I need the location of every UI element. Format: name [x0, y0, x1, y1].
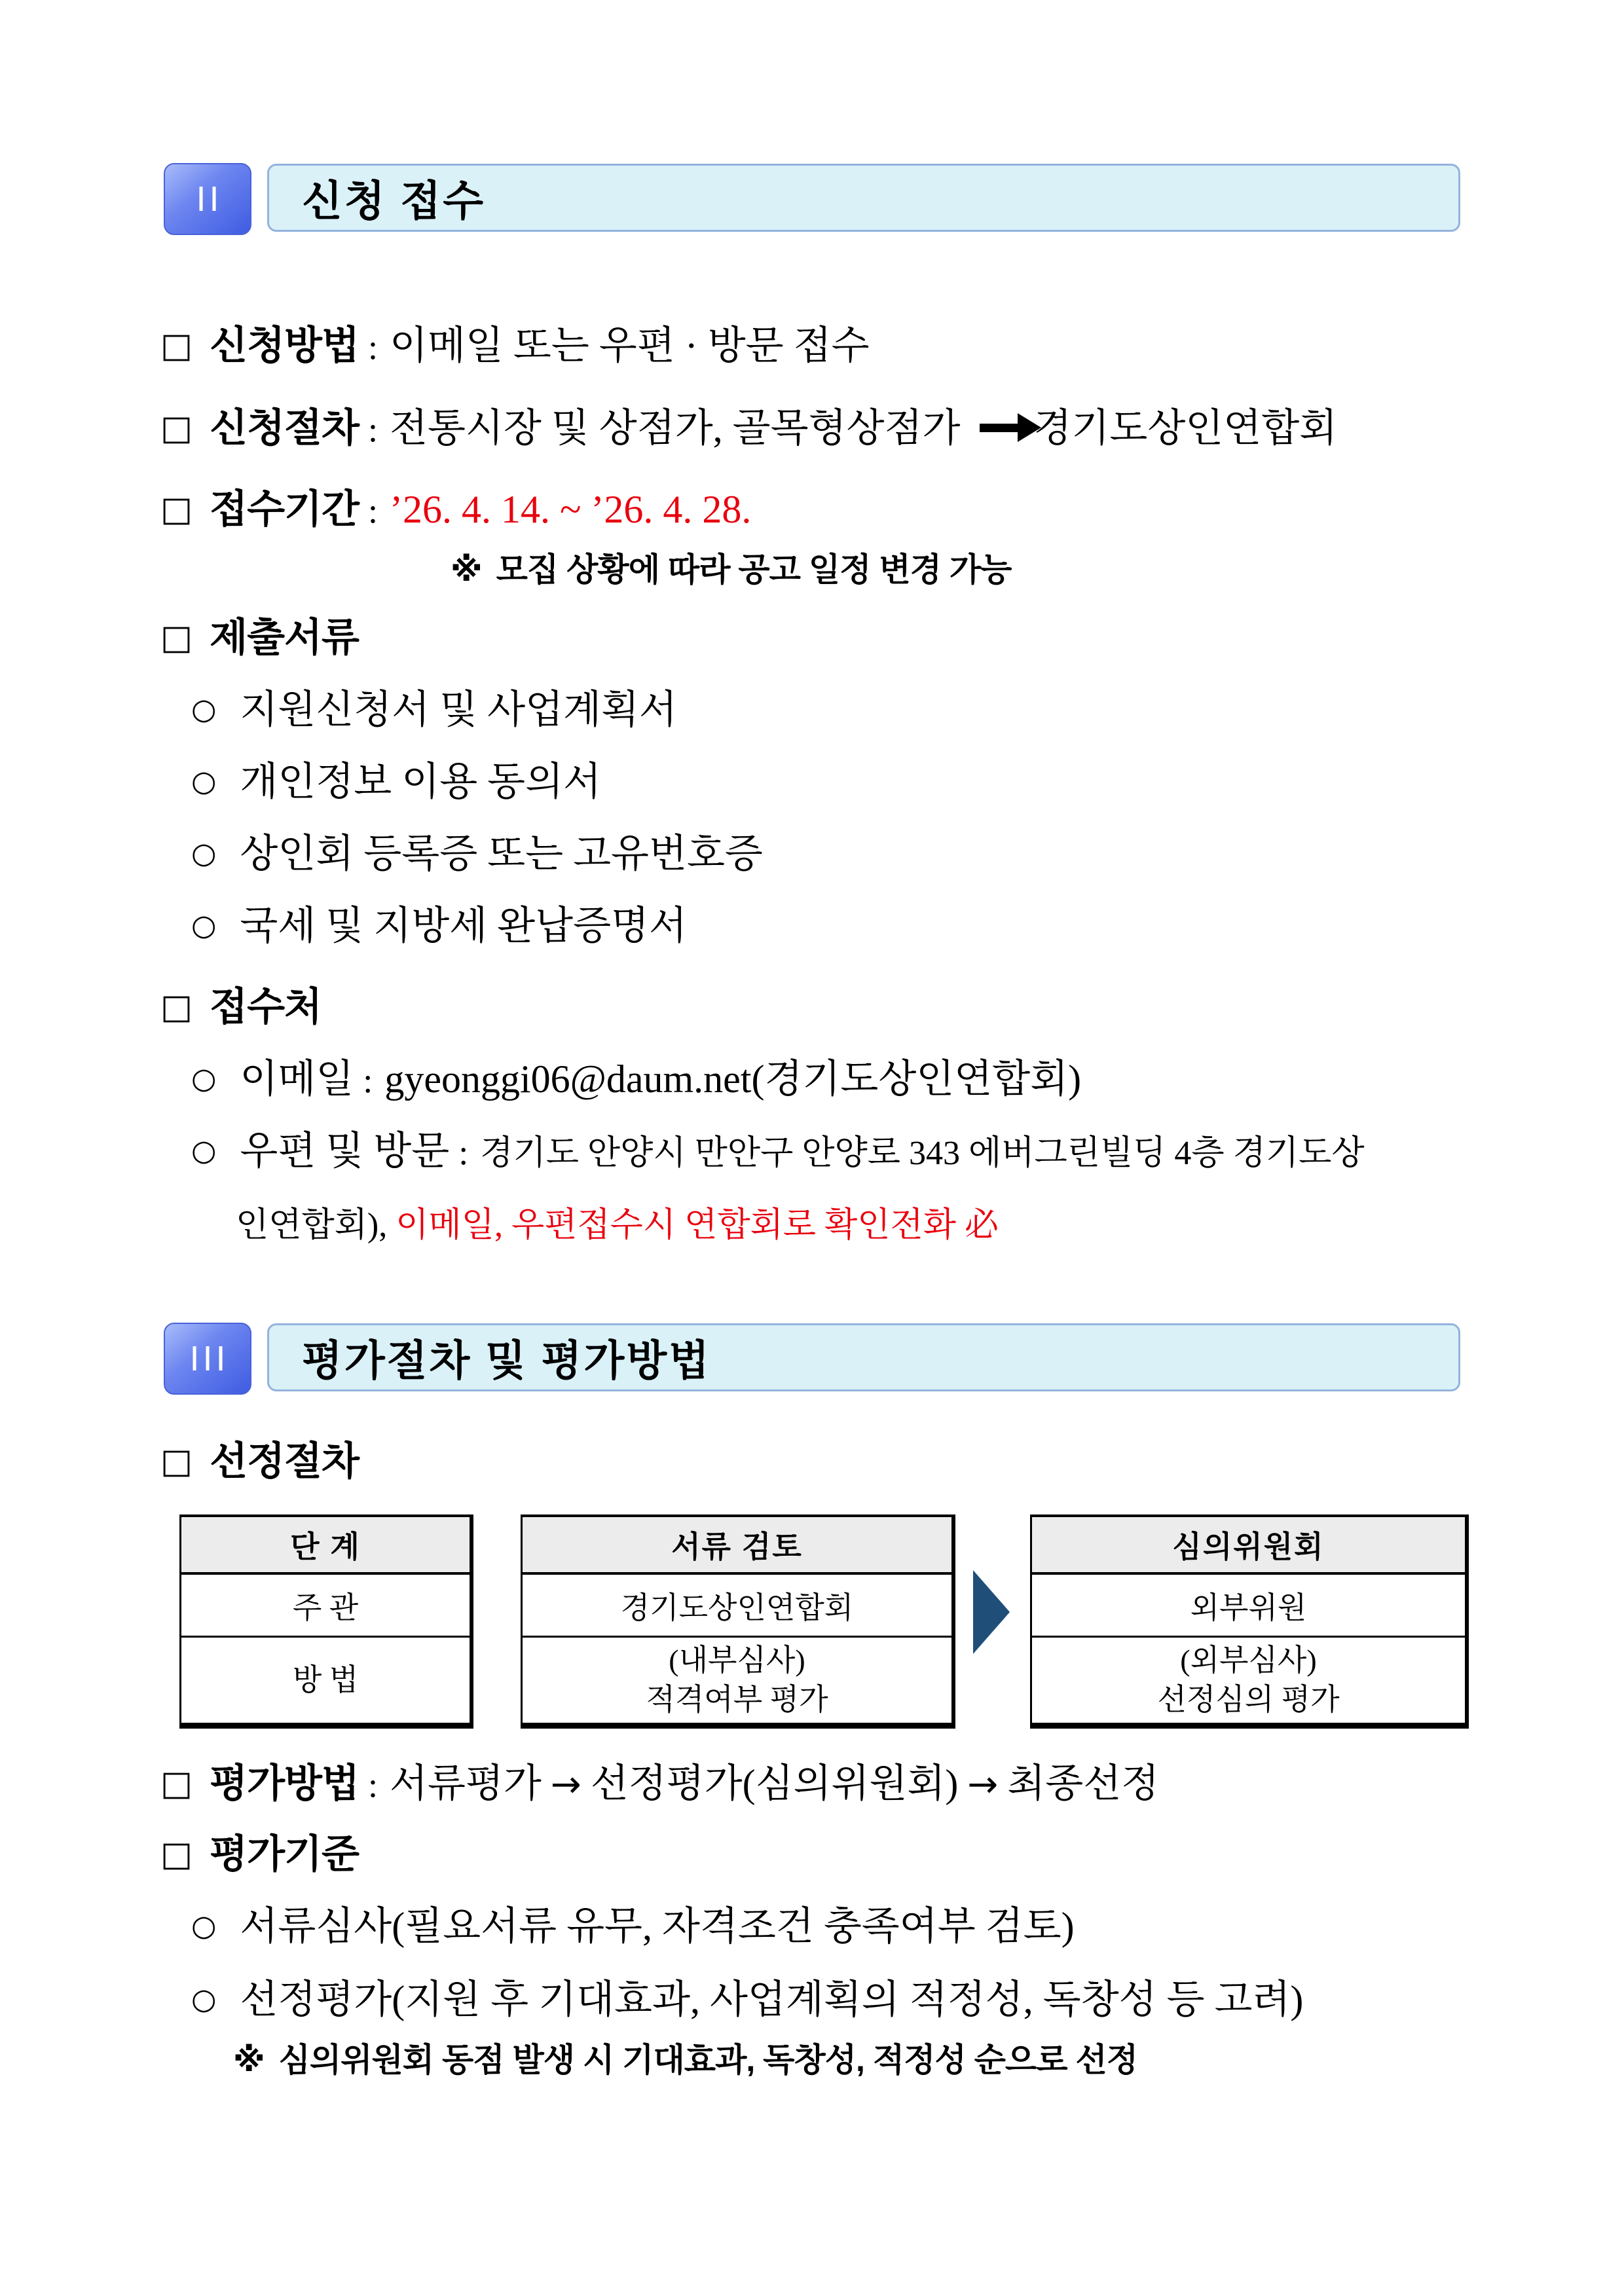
- colon: :: [367, 327, 378, 367]
- docreview-row3-cell: [523, 1638, 951, 1723]
- criteria-item-text: 선정평가(지원 후 기대효과, 사업계획의 적정성, 독창성 등 고려): [240, 1978, 1304, 2021]
- selection-heading-line: [160, 1438, 359, 1485]
- committee-header-cell: [1032, 1517, 1465, 1575]
- apply-procedure-line: [160, 405, 1337, 452]
- apply-method-value: 이메일 또는 우편 · 방문 접수: [390, 324, 870, 367]
- apply-method-line: [160, 322, 870, 369]
- docreview-header-text: 서류 검토: [671, 1530, 803, 1564]
- doc-item: [191, 758, 601, 805]
- section3-title-bar: [267, 1323, 1460, 1391]
- post-line-2: [236, 1200, 999, 1247]
- criteria-item: [191, 1903, 1075, 1950]
- where-heading-line: [160, 983, 322, 1031]
- criteria-item-text: 서류심사(필요서류 유무, 자격조건 충족여부 검토): [240, 1905, 1075, 1948]
- post-address-part2: 인연합회),: [236, 1207, 396, 1244]
- square-bullet-icon: □: [160, 1835, 193, 1874]
- selection-heading: 선정절차: [210, 1439, 359, 1483]
- criteria-note-line: [233, 2040, 1137, 2080]
- apply-method-label: 신청방법: [210, 323, 359, 367]
- criteria-heading-line: [160, 1831, 359, 1878]
- criteria-item: [191, 1976, 1303, 2023]
- circle-bullet-icon: ○: [191, 1062, 217, 1095]
- where-heading: 접수처: [210, 985, 322, 1029]
- flow-table-stage: [179, 1515, 473, 1729]
- square-bullet-icon: □: [160, 409, 193, 448]
- committee-row3-line1: (외부심사): [1180, 1643, 1317, 1678]
- doc-item-text: 개인정보 이용 동의서: [240, 760, 602, 803]
- stage-row2-cell: [181, 1575, 470, 1638]
- section2-numeral: II: [196, 179, 223, 219]
- committee-row2-cell: [1032, 1575, 1465, 1638]
- docs-heading-line: [160, 614, 359, 661]
- circle-bullet-icon: ○: [191, 1134, 217, 1167]
- circle-bullet-icon: ○: [191, 1983, 217, 2016]
- doc-item-text: 국세 및 지방세 완납증명서: [240, 904, 687, 947]
- colon: :: [367, 1765, 378, 1805]
- criteria-heading: 평가기준: [210, 1832, 359, 1876]
- email-line: [191, 1056, 1081, 1103]
- docreview-row2-text: 경기도상인연합회: [620, 1590, 854, 1625]
- circle-bullet-icon: ○: [191, 1909, 217, 1943]
- docreview-row3-line1: (내부심사): [669, 1643, 805, 1678]
- eval-step-3: 최종선정: [1007, 1762, 1160, 1805]
- reference-mark-icon: ※: [233, 2041, 265, 2079]
- square-bullet-icon: □: [160, 1442, 193, 1481]
- doc-item: [191, 830, 763, 877]
- section3-numeral: III: [189, 1339, 229, 1378]
- period-value: ’26. 4. 14. ~ ’26. 4. 28.: [390, 488, 752, 531]
- stage-row3-cell: [181, 1638, 470, 1723]
- doc-item-text: 지원신청서 및 사업계획서: [240, 688, 677, 731]
- circle-bullet-icon: ○: [191, 837, 217, 870]
- square-bullet-icon: □: [160, 1764, 193, 1803]
- eval-step-2: 선정평가(심의위원회): [590, 1762, 959, 1805]
- post-address-part1: 경기도 안양시 만안구 안양로 343 에버그린빌딩 4층 경기도상: [480, 1135, 1365, 1172]
- square-bullet-icon: □: [160, 987, 193, 1027]
- email-value: gyeonggi06@daum.net(경기도상인연합회): [384, 1057, 1082, 1101]
- flow-table-committee: [1030, 1515, 1469, 1729]
- stage-row3-text: 방 법: [292, 1663, 359, 1697]
- period-line: [160, 486, 751, 533]
- stage-row2-text: 주 관: [292, 1590, 359, 1625]
- colon: :: [458, 1133, 469, 1172]
- solid-right-arrow-icon: [980, 424, 1018, 432]
- doc-item-text: 상인회 등록증 또는 고유번호증: [240, 832, 763, 875]
- section3-title: 평가절차 및 평가방법: [302, 1337, 711, 1384]
- section2-title-bar: [267, 164, 1460, 232]
- colon: :: [363, 1061, 373, 1100]
- criteria-note-text: 심의위원회 동점 발생 시 기대효과, 독창성, 적정성 순으로 선정: [278, 2042, 1138, 2078]
- doc-item: [191, 902, 687, 949]
- reference-mark-icon: ※: [451, 551, 482, 589]
- stage-header-cell: [181, 1517, 470, 1575]
- email-label: 이메일: [240, 1057, 354, 1101]
- committee-row3-line2: 선정심의 평가: [1157, 1683, 1340, 1716]
- section2-title: 신청 접수: [302, 177, 486, 225]
- section3-numeral-badge: [164, 1323, 251, 1395]
- committee-row2-text: 외부위원: [1190, 1590, 1307, 1625]
- eval-step-1: 서류평가: [390, 1762, 542, 1805]
- section2-numeral-badge: [164, 163, 251, 235]
- flow-right-arrow-icon: [973, 1570, 1010, 1654]
- committee-header-text: 심의위원회: [1172, 1530, 1325, 1564]
- doc-item: [191, 686, 677, 733]
- apply-procedure-label: 신청절차: [210, 406, 359, 450]
- circle-bullet-icon: ○: [191, 909, 217, 942]
- colon: :: [367, 491, 378, 530]
- period-label: 접수기간: [210, 487, 359, 531]
- docreview-row3-line2: 적격여부 평가: [646, 1683, 828, 1716]
- square-bullet-icon: □: [160, 618, 193, 657]
- apply-procedure-from: 전통시장 및 상점가, 골목형상점가: [390, 407, 961, 450]
- eval-method-label: 평가방법: [210, 1761, 359, 1805]
- post-label: 우편 및 방문: [240, 1129, 450, 1173]
- stage-header-text: 단 계: [290, 1530, 361, 1564]
- flow-table-docreview: [521, 1515, 955, 1729]
- thin-right-arrow-icon: →: [550, 1763, 581, 1806]
- post-warning-red-text: 이메일, 우편접수시 연합회로 확인전화 必: [396, 1207, 999, 1244]
- docs-heading: 제출서류: [210, 615, 359, 659]
- square-bullet-icon: □: [160, 326, 193, 365]
- docreview-header-cell: [523, 1517, 951, 1575]
- committee-row3-cell: [1032, 1638, 1465, 1723]
- period-note-text: 모집 상황에 따라 공고 일정 변경 가능: [496, 551, 1012, 588]
- post-line-1: [191, 1128, 1365, 1175]
- period-note-line: [451, 550, 1011, 589]
- square-bullet-icon: □: [160, 490, 193, 529]
- eval-method-line: [160, 1760, 1159, 1807]
- colon: :: [367, 410, 378, 449]
- apply-procedure-to: 경기도상인연합회: [1033, 407, 1338, 450]
- thin-right-arrow-icon: →: [967, 1763, 999, 1806]
- circle-bullet-icon: ○: [191, 693, 217, 726]
- circle-bullet-icon: ○: [191, 765, 217, 798]
- docreview-row2-cell: [523, 1575, 951, 1638]
